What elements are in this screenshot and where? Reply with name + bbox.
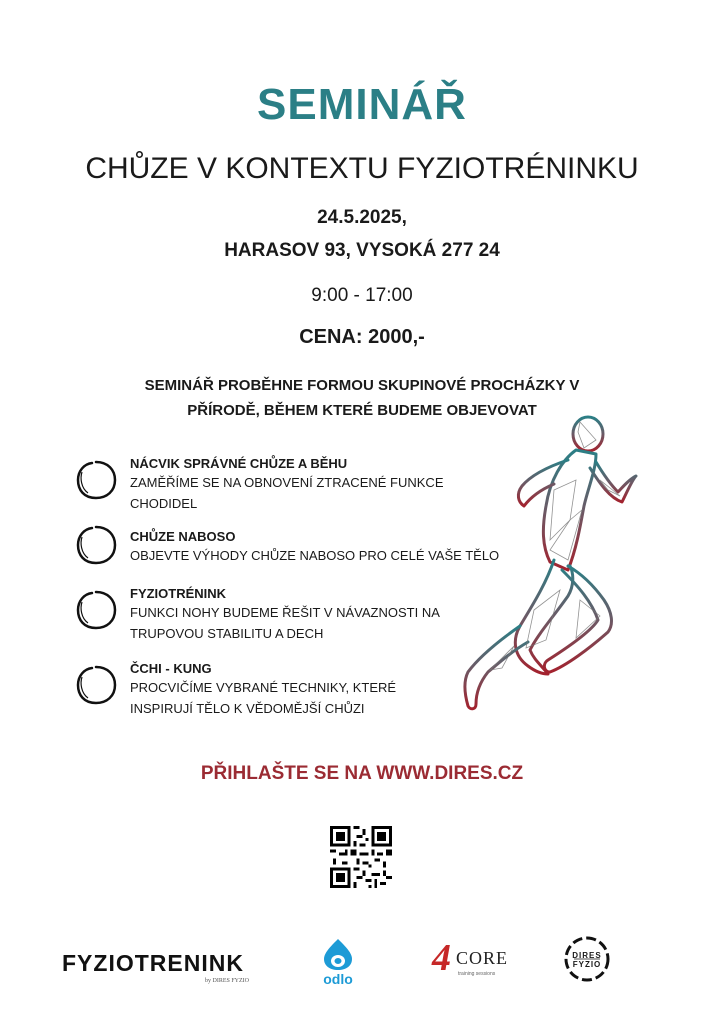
item-text: FUNKCI NOHY BUDEME ŘEŠIT V NÁVAZNOSTI NA [130, 605, 440, 620]
item-text: TRUPOVOU STABILITU A DECH [130, 626, 324, 641]
event-address: HARASOV 93, VYSOKÁ 277 24 [224, 240, 500, 261]
fyziotrenink-logo-text: FYZIOTRENINK [62, 950, 244, 976]
page-title: SEMINÁŘ [257, 80, 467, 129]
fyziotrenink-logo-byline: by DIRES FYZIO [204, 978, 249, 984]
fyziotrenink-logo [62, 950, 257, 990]
signup-link[interactable]: PŘIHLAŠTE SE NA WWW.DIRES.CZ [200, 763, 524, 784]
brush-circle-icon [74, 523, 118, 567]
event-date: 24.5.2025, [317, 207, 407, 228]
dires-fyzio-logo [563, 935, 611, 983]
item-text: CHODIDEL [130, 496, 198, 511]
4core-logo-text: CORE [456, 948, 509, 968]
4core-logo [432, 937, 522, 984]
runner-illustration [450, 410, 640, 720]
item-title: CHŮZE NABOSO [130, 529, 236, 544]
event-time: 9:00 - 17:00 [311, 285, 413, 306]
dires-logo-subtext: FYZIO [572, 960, 602, 969]
item-text: PROCVIČÍME VYBRANÉ TECHNIKY, KTERÉ [130, 680, 397, 695]
event-price: CENA: 2000,- [299, 326, 425, 348]
qr-code[interactable] [330, 826, 392, 888]
brush-circle-icon [74, 663, 118, 707]
odlo-flame-icon [316, 937, 360, 971]
brush-circle-icon [74, 458, 118, 502]
brush-circle-icon [74, 588, 118, 632]
intro-line-1: SEMINÁŘ PROBĚHNE FORMOU SKUPINOVÉ PROCHÁZKY V [144, 377, 580, 394]
item-title: ČCHI - KUNG [130, 661, 212, 676]
item-title: FYZIOTRÉNINK [130, 586, 227, 601]
dires-logo-text: DIRES [572, 951, 602, 960]
odlo-logo [316, 937, 360, 989]
intro-line-2: PŘÍRODĚ, BĚHEM KTERÉ BUDEME OBJEVOVAT [187, 402, 537, 419]
4core-logo-number: 4 [432, 937, 451, 979]
item-title: NÁCVIK SPRÁVNÉ CHŮZE A BĚHU [130, 456, 348, 471]
seminar-subtitle: CHŮZE V KONTEXTU FYZIOTRÉNINKU [85, 152, 639, 185]
odlo-logo-text: odlo [323, 971, 353, 987]
4core-logo-tagline: training sessions [458, 971, 496, 977]
item-text: ZAMĚŘÍME SE NA OBNOVENÍ ZTRACENÉ FUNKCE [130, 475, 444, 490]
item-text: INSPIRUJÍ TĚLO K VĚDOMĚJŠÍ CHŮZI [130, 701, 365, 716]
item-text: OBJEVTE VÝHODY CHŮZE NABOSO PRO CELÉ VAŠE TĚLO [130, 548, 500, 563]
